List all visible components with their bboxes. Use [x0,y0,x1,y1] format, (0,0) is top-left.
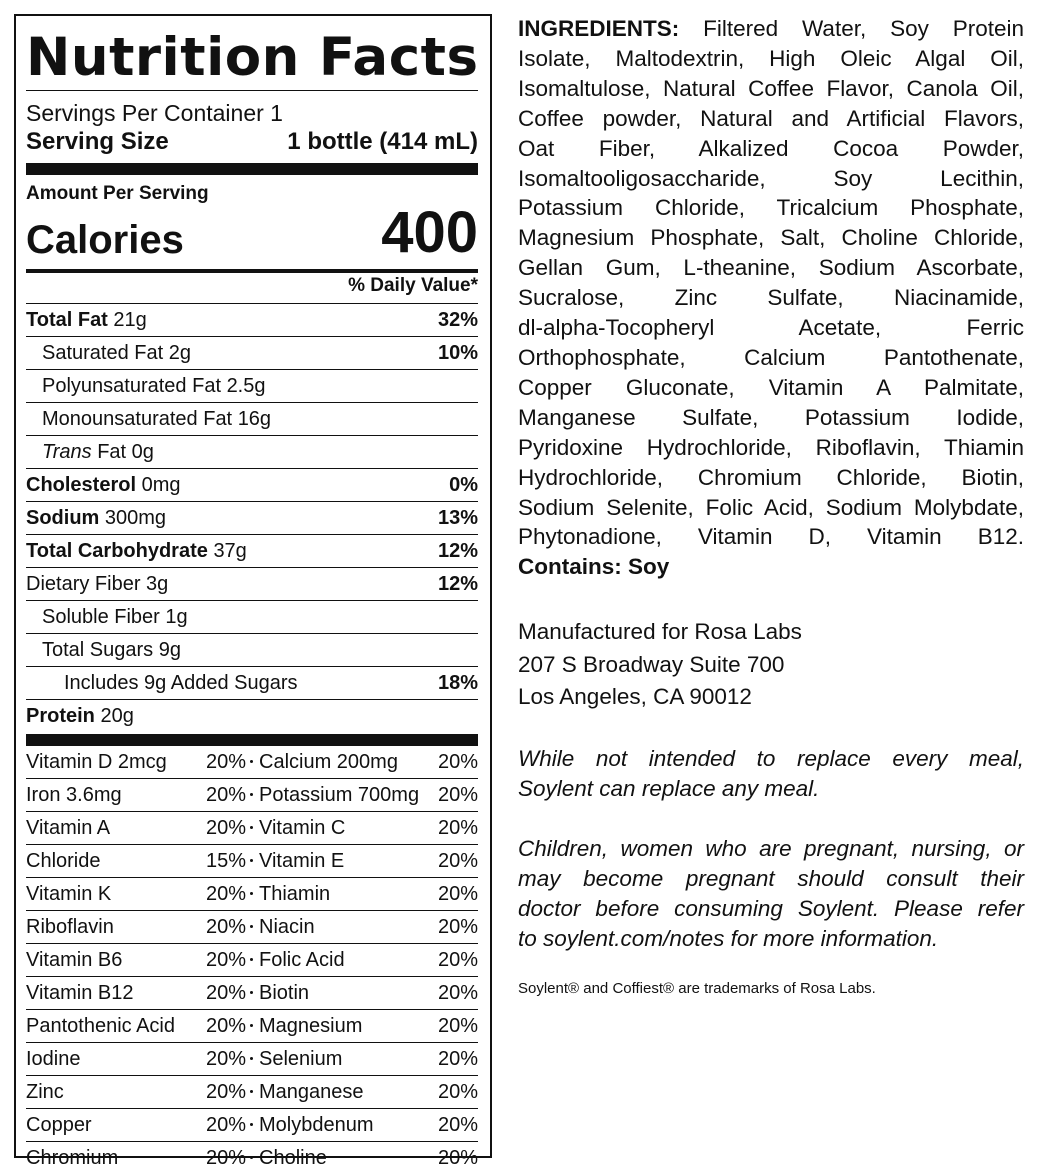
divider-thick [26,734,478,746]
text-line: 207 S Broadway Suite 700 [518,651,785,677]
ingredients-line: Potassium Chloride, Tricalcium Phosphate, [518,195,1024,221]
divider-thick [26,163,478,175]
ingredients-line: Isomaltooligosaccharide, Soy Lecithin, [518,165,1024,191]
nutrient-row-polyunsaturated-fat: Polyunsaturated Fat 2.5g [26,369,478,402]
nutrition-facts-title: Nutrition Facts [26,27,479,88]
divider [26,90,478,91]
nutrient-row-protein: Protein 20g [26,699,478,732]
ingredients-line: Manganese Sulfate, Potassium Iodide, [518,404,1024,430]
vitamin-name: Chromium [26,1146,119,1169]
text-line: to soylent.com/notes for more information. [518,925,939,951]
vitamin-row [26,910,478,943]
nutrient-row-total-carbohydrate: Total Carbohydrate 37g 12% [26,534,478,567]
text-line: doctor before consuming Soylent. Please refer [518,895,1024,921]
vitamin-name: Thiamin [259,882,331,905]
bullet-icon [250,1123,253,1126]
nutrient-row-dietary-fiber: Dietary Fiber 3g 12% [26,567,478,600]
vitamin-pct: 20% [205,783,246,806]
vitamin-pct: 20% [205,1146,246,1169]
ingredients-line: Sodium Selenite, Folic Acid, Sodium Molybdate, [518,494,1024,520]
ingredients-line: dl-alpha-Tocopheryl Acetate, Ferric [518,315,1024,341]
calories-row [26,201,478,263]
nutrient-row-added-sugars: Includes 9g Added Sugars 18% [26,666,478,699]
vitamin-pct: 20% [205,948,246,971]
vitamin-name: Zinc [26,1080,64,1103]
ingredients-line: Sucralose, Zinc Sulfate, Niacinamide, [518,285,1024,311]
vitamin-row [26,746,478,778]
vitamin-pct: 20% [437,750,478,773]
bullet-icon [250,925,253,928]
vitamin-row [26,1009,478,1042]
vitamin-name: Vitamin B6 [26,948,123,971]
vitamin-name: Vitamin C [259,816,346,839]
vitamin-row [26,1141,478,1174]
vitamin-name: Choline [259,1146,327,1169]
vitamin-name: Copper [26,1113,92,1136]
vitamin-name: Vitamin D 2mcg [26,750,167,773]
amount-per-serving: Amount Per Serving [26,183,209,204]
bullet-icon [250,1156,253,1159]
text-line: Children, women who are pregnant, nursing, or [518,835,1024,861]
vitamin-pct: 20% [437,783,478,806]
bullet-icon [250,1090,253,1093]
nutrient-row-trans-fat: Trans Fat 0g [26,435,478,468]
vitamin-name: Iron 3.6mg [26,783,122,806]
vitamin-name: Manganese [259,1080,364,1103]
vitamin-row [26,877,478,910]
nutrient-row-total-fat: Total Fat 21g 32% [26,308,478,331]
vitamin-name: Riboflavin [26,915,114,938]
vitamin-name: Vitamin E [259,849,345,872]
vitamin-row [26,811,478,844]
serving-size-row [26,127,478,157]
vitamin-pct: 20% [205,816,246,839]
bullet-icon [250,892,253,895]
ingredients-line: Isolate, Maltodextrin, High Oleic Algal Oil, [518,45,1024,71]
vitamin-pct: 20% [437,849,478,872]
nutrient-row-monounsaturated-fat: Monounsaturated Fat 16g [26,402,478,435]
nutrition-facts-panel [14,14,492,1169]
vitamin-pct: 20% [205,1047,246,1070]
text-line: Manufactured for Rosa Labs [518,619,802,645]
ingredients-label: INGREDIENTS: [518,16,680,41]
meal-claim [518,744,1024,804]
vitamin-pct: 20% [437,948,478,971]
bullet-icon [250,1024,253,1027]
bullet-icon [250,859,253,862]
vitamin-mineral-table [26,746,478,1174]
vitamin-name: Vitamin K [26,882,112,905]
vitamin-row [26,1075,478,1108]
nutrient-row-saturated-fat: Saturated Fat 2g 10% [26,336,478,369]
vitamin-pct: 20% [437,1014,478,1037]
vitamin-pct: 20% [437,981,478,1004]
vitamin-name: Potassium 700mg [259,783,420,806]
ingredients-line: Pyridoxine Hydrochloride, Riboflavin, Thiamin [518,434,1024,460]
ingredients-block [518,14,1024,552]
bullet-icon [250,793,253,796]
trademark-notice: Soylent® and Coffiest® are trademarks of Rosa Labs. [518,979,876,997]
vitamin-row [26,844,478,877]
daily-value-header: % Daily Value* [348,275,478,296]
vitamin-name: Selenium [259,1047,343,1070]
vitamin-row [26,943,478,976]
text-line: Soylent can replace any meal. [518,775,820,801]
allergen-statement: Contains: Soy [518,554,670,580]
nutrient-row-sodium: Sodium 300mg 13% [26,501,478,534]
bullet-icon [250,958,253,961]
vitamin-pct: 20% [437,915,478,938]
vitamin-name: Iodine [26,1047,81,1070]
ingredients-line: Phytonadione, Vitamin D, Vitamin B12. [518,524,1024,550]
vitamin-row [26,778,478,811]
ingredients-line: INGREDIENTS: Filtered Water, Soy Protein [518,16,1024,41]
vitamin-row [26,1042,478,1075]
vitamin-name: Niacin [259,915,315,938]
text-line: Los Angeles, CA 90012 [518,684,752,710]
vitamin-name: Magnesium [259,1014,363,1037]
vitamin-pct: 20% [437,816,478,839]
vitamin-pct: 20% [205,1113,246,1136]
nutrient-list [26,304,478,732]
vitamin-pct: 20% [205,1080,246,1103]
vitamin-name: Vitamin B12 [26,981,134,1004]
vitamin-name: Calcium 200mg [259,750,398,773]
vitamin-name: Molybdenum [259,1113,374,1136]
vitamin-pct: 20% [205,882,246,905]
ingredients-line: Hydrochloride, Chromium Chloride, Biotin, [518,464,1024,490]
ingredients-line: Oat Fiber, Alkalized Cocoa Powder, [518,135,1024,161]
vitamin-pct: 20% [205,1014,246,1037]
vitamin-pct: 20% [437,1146,478,1169]
calories-value: 400 [381,200,478,265]
nutrient-row-total-sugars: Total Sugars 9g [26,633,478,666]
ingredients-line: Coffee powder, Natural and Artificial Flavors, [518,105,1024,131]
vitamin-pct: 20% [205,915,246,938]
vitamin-pct: 15% [205,849,246,872]
nutrient-row-soluble-fiber: Soluble Fiber 1g [26,600,478,633]
ingredients-line: Isomaltulose, Natural Coffee Flavor, Canola Oil, [518,75,1024,101]
bullet-icon [250,1057,253,1060]
serving-size-label: Serving Size [26,128,169,155]
vitamin-pct: 20% [205,981,246,1004]
calories-label: Calories [26,218,184,262]
vitamin-name: Folic Acid [259,948,345,971]
info-column [518,14,1024,997]
vitamin-name: Biotin [259,981,310,1004]
vitamin-name: Chloride [26,849,101,872]
vitamin-name: Vitamin A [26,816,111,839]
ingredients-line: Gellan Gum, L-theanine, Sodium Ascorbate, [518,255,1024,281]
bullet-icon [250,826,253,829]
serving-size-value: 1 bottle (414 mL) [287,128,478,155]
vitamin-row [26,1108,478,1141]
vitamin-pct: 20% [437,1080,478,1103]
vitamin-row [26,976,478,1009]
nutrient-row-cholesterol: Cholesterol 0mg 0% [26,468,478,501]
vitamin-name: Pantothenic Acid [26,1014,175,1037]
vitamin-pct: 20% [205,750,246,773]
bullet-icon [250,760,253,763]
manufacturer-address [518,616,1024,714]
ingredients-line: Copper Gluconate, Vitamin A Palmitate, [518,374,1024,400]
text-line: While not intended to replace every meal, [518,745,1024,771]
vitamin-pct: 20% [437,1113,478,1136]
vitamin-pct: 20% [437,1047,478,1070]
servings-per-container: Servings Per Container 1 [26,100,283,126]
ingredients-line: Orthophosphate, Calcium Pantothenate, [518,344,1024,370]
vitamin-pct: 20% [437,882,478,905]
ingredients-line: Magnesium Phosphate, Salt, Choline Chloride, [518,225,1024,251]
text-line: may become pregnant should consult their [518,865,1024,891]
health-advisory [518,834,1024,954]
bullet-icon [250,991,253,994]
